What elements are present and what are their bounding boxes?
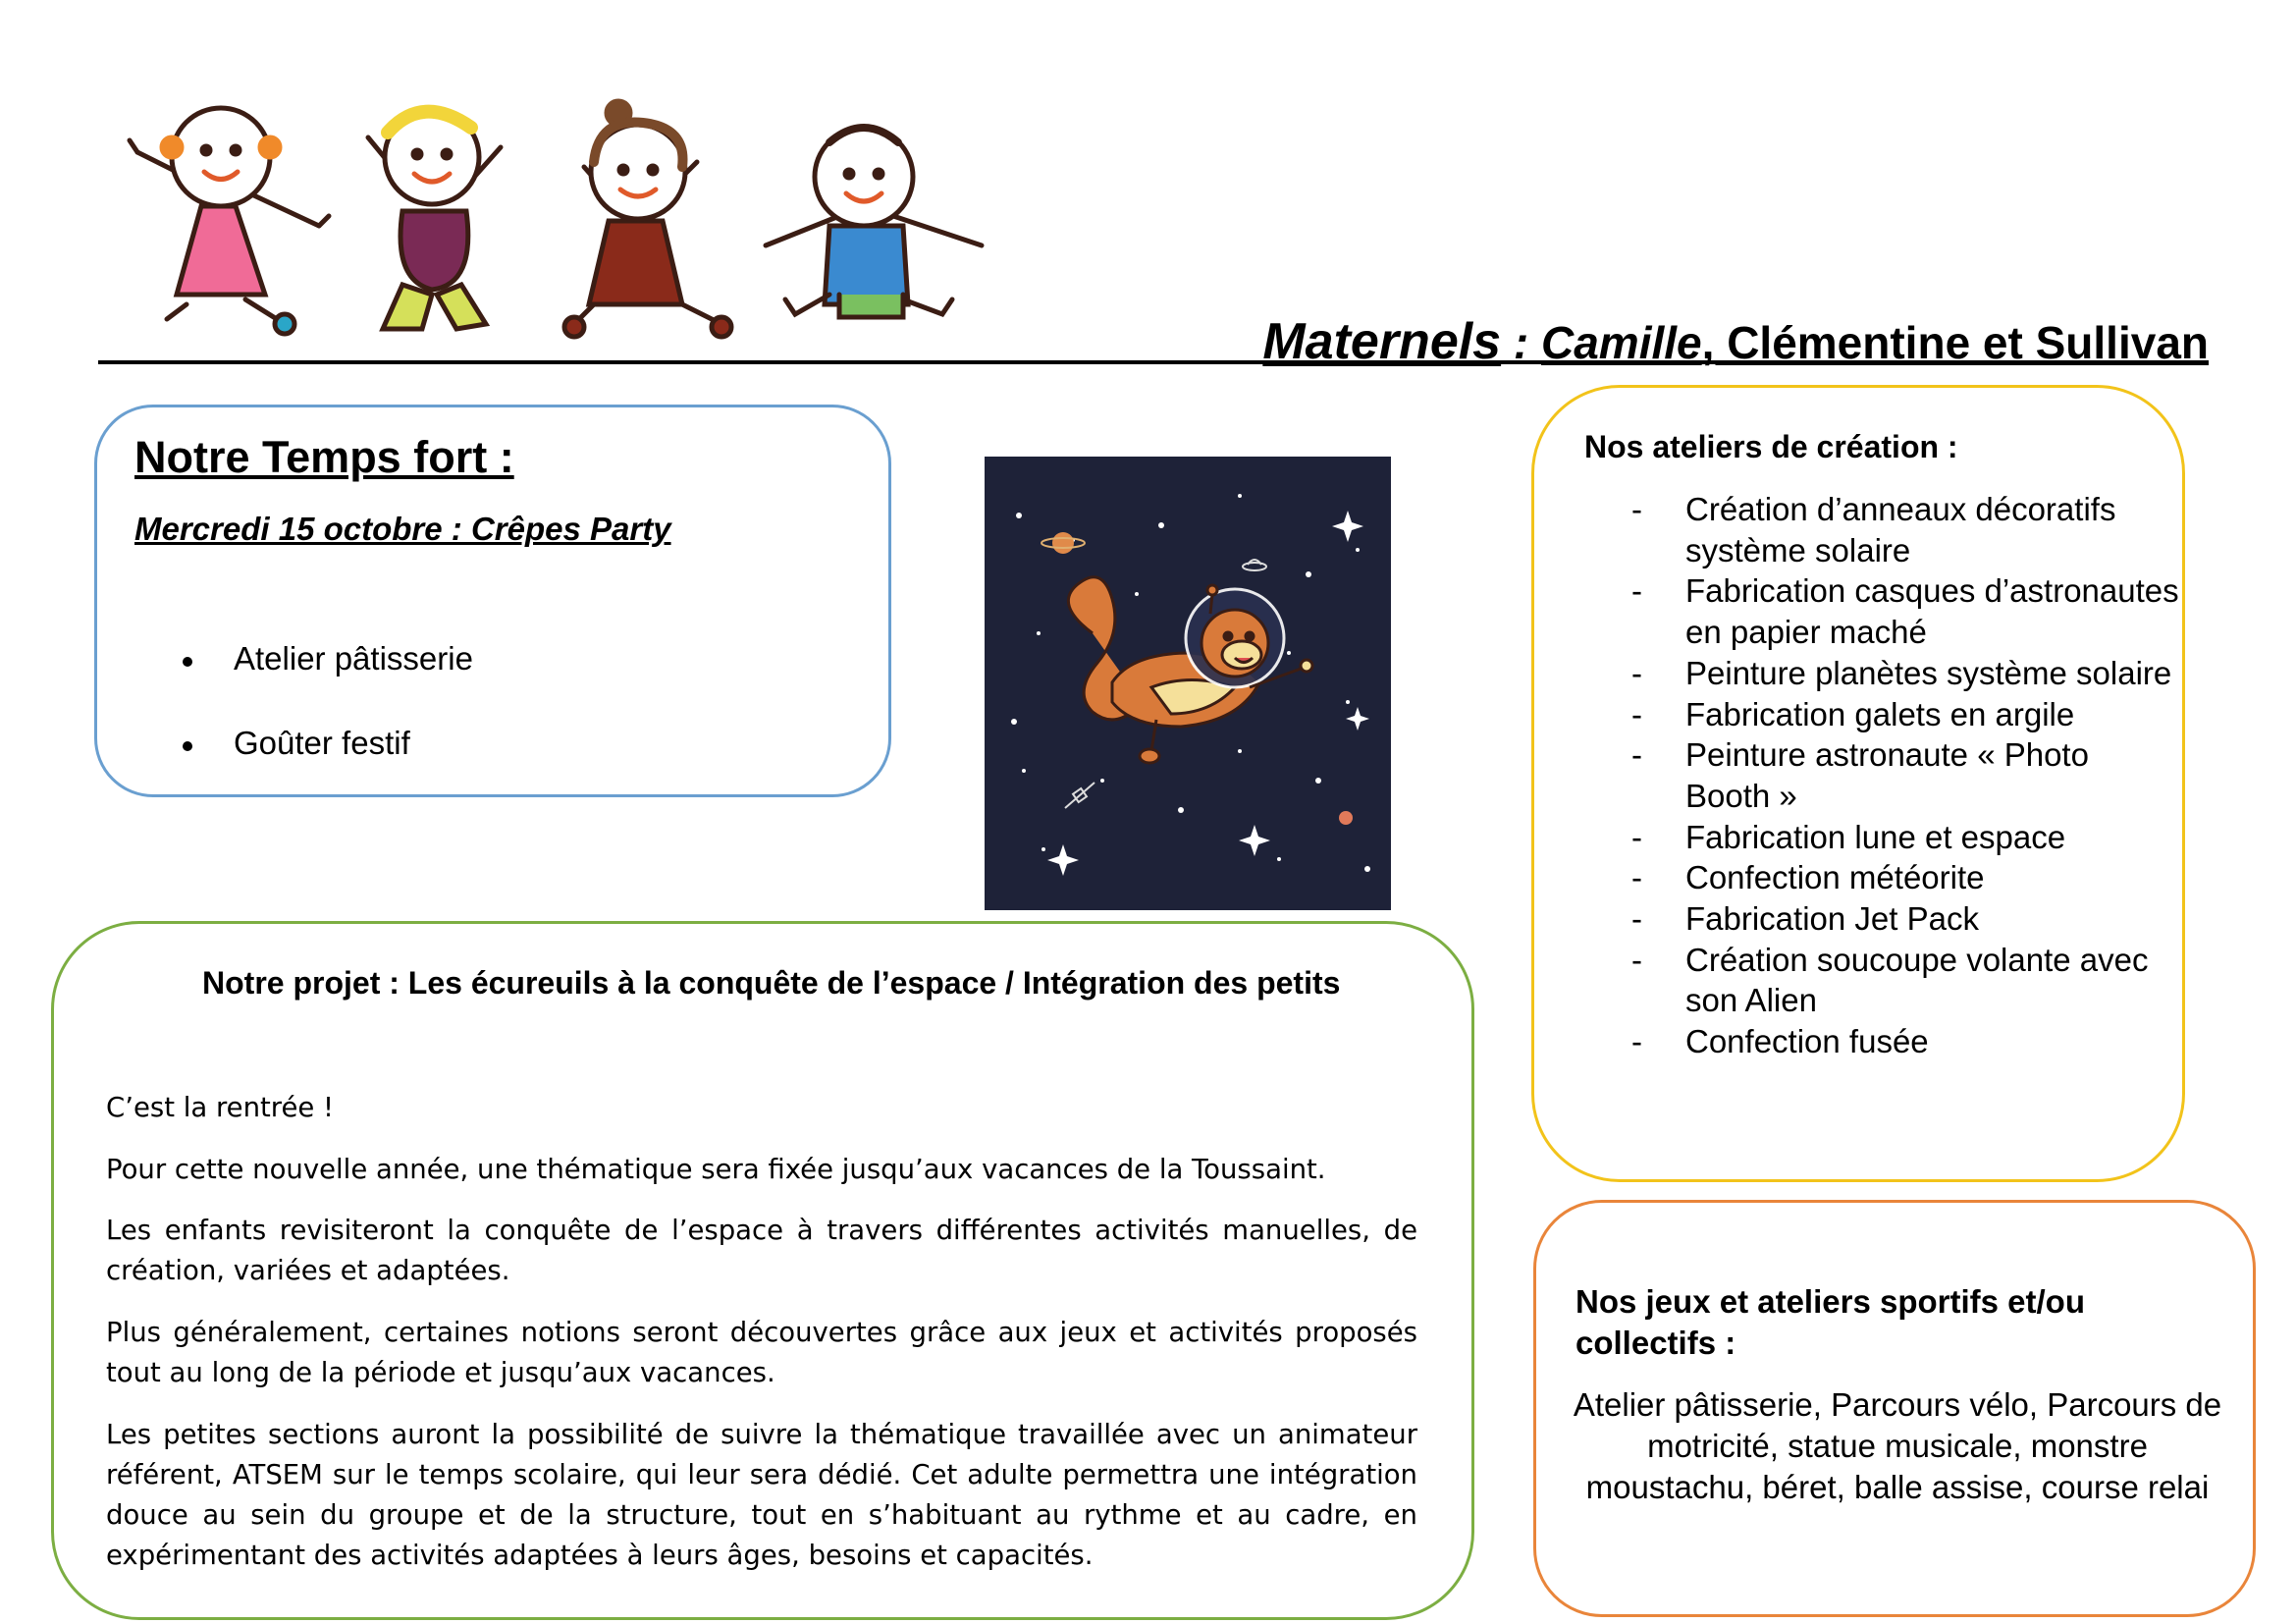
dash-bullet: - bbox=[1631, 654, 1642, 691]
list-item: - Fabrication galets en argile bbox=[1629, 694, 2179, 735]
dash-bullet: - bbox=[1631, 900, 1642, 938]
projet-paragraph: Les petites sections auront la possibilité de suivre la thématique travaillée avec un animateur référent, ATSEM sur le temps scolaire, qui leur sera dédié. Cet adulte permettra une intégration douce au sein du groupe et de la structure, tout en s’habituant au rythme et au cadre, en expérimentant des activités adaptées à leurs âges, besoins et capacités. bbox=[106, 1419, 1417, 1571]
projet-paragraph: Les enfants revisiteront la conquête de l’espace à travers différentes activités manuelles, de création, variées et adaptées. bbox=[106, 1215, 1417, 1286]
child-boy-purple-illustration bbox=[368, 110, 501, 329]
dash-bullet: - bbox=[1631, 941, 1642, 978]
jeux-title: Nos jeux et ateliers sportifs et/ou collectifs : bbox=[1575, 1283, 2085, 1361]
title-maternels: Maternels bbox=[1262, 313, 1502, 370]
temps-fort-date: Mercredi 15 octobre : Crêpes Party bbox=[134, 511, 671, 547]
list-item: - Confection fusée bbox=[1629, 1021, 2179, 1062]
dash-bullet: - bbox=[1631, 818, 1642, 855]
child-boy-blue-illustration bbox=[766, 128, 982, 317]
bullet-icon bbox=[183, 741, 192, 751]
list-item: - Confection météorite bbox=[1629, 857, 2179, 898]
list-item: - Fabrication lune et espace bbox=[1629, 817, 2179, 858]
small-planet-icon bbox=[1339, 811, 1353, 825]
bullet-icon bbox=[183, 657, 192, 667]
projet-paragraph: C’est la rentrée ! bbox=[106, 1092, 335, 1123]
creation-list bbox=[1629, 489, 2179, 1062]
dash-bullet: - bbox=[1631, 572, 1642, 610]
dash-bullet: - bbox=[1631, 1023, 1642, 1060]
temps-fort-title: Notre Temps fort : bbox=[134, 432, 514, 482]
list-item: - Création soucoupe volante avec son Alien bbox=[1631, 941, 2149, 1019]
creation-title: Nos ateliers de création : bbox=[1584, 429, 1958, 464]
dash-bullet: - bbox=[1631, 736, 1642, 774]
space-squirrel-illustration bbox=[985, 457, 1391, 910]
dash-bullet: - bbox=[1631, 491, 1642, 527]
list-item: - Création d’anneaux décoratifs système solaire bbox=[1631, 491, 2116, 568]
projet-paragraph: Pour cette nouvelle année, une thématique sera fixée jusqu’aux vacances de la Toussaint. bbox=[106, 1154, 1326, 1185]
list-item: - Fabrication Jet Pack bbox=[1629, 898, 2179, 940]
list-item: - Fabrication casques d’astronautes en papier maché bbox=[1631, 572, 2179, 651]
title-names-rest: , Clémentine et Sullivan bbox=[1701, 317, 2209, 368]
child-girl-brown-illustration bbox=[564, 101, 731, 337]
dash-bullet: - bbox=[1631, 695, 1642, 732]
title-separator: : bbox=[1501, 317, 1541, 368]
projet-title: Notre projet : Les écureuils à la conquête de l’espace / Intégration des petits bbox=[202, 965, 1341, 1001]
child-girl-pink-illustration bbox=[130, 108, 329, 334]
projet-paragraph: Plus généralement, certaines notions seront découvertes grâce aux jeux et activités proposés tout au long de la période et jusqu’aux vacances. bbox=[106, 1317, 1417, 1388]
dash-bullet: - bbox=[1631, 859, 1642, 896]
list-item: - Peinture astronaute « Photo Booth » bbox=[1631, 736, 2089, 814]
children-illustration bbox=[108, 93, 1139, 353]
jeux-text: Atelier pâtisserie, Parcours vélo, Parcours de motricité, statue musicale, monstre moustachu, béret, balle assise, course relai bbox=[1573, 1386, 2222, 1505]
list-item: - Peinture planètes système solaire bbox=[1629, 653, 2179, 694]
header-divider bbox=[98, 360, 2209, 364]
title-name-camille: Camille bbox=[1541, 317, 1702, 368]
